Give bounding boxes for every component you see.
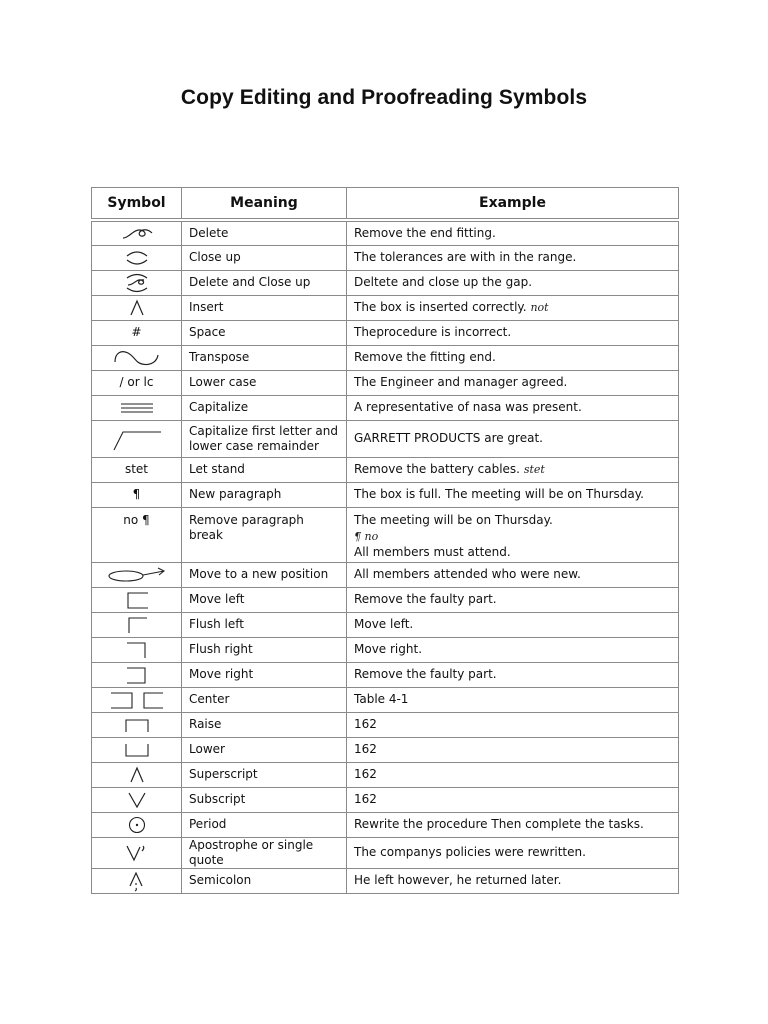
page-title: Copy Editing and Proofreading Symbols [180, 86, 588, 109]
symbol-cell [92, 787, 182, 812]
meaning-cell: Transpose [182, 345, 347, 370]
stet-annotation: stet [523, 463, 545, 476]
table-row [92, 320, 679, 345]
close-up-mark-icon [122, 248, 152, 268]
symbol-cell [92, 220, 182, 245]
delete-mark-icon [119, 224, 155, 242]
symbol-cell [92, 295, 182, 320]
meaning-cell [182, 420, 347, 457]
symbol-cell [92, 420, 182, 457]
meaning-cell: Delete and Close up [182, 270, 347, 295]
move-arrow-icon [106, 566, 168, 584]
table-row [92, 737, 679, 762]
example-cell: 162 [347, 737, 679, 762]
space-symbol: # [131, 325, 142, 339]
table-row [92, 687, 679, 712]
symbol-cell [92, 712, 182, 737]
symbol-cell [92, 370, 182, 395]
example-cell: 162 [347, 712, 679, 737]
table-row [92, 837, 679, 868]
meaning-cell: Superscript [182, 762, 347, 787]
meaning-cell: Subscript [182, 787, 347, 812]
meaning-cell: Capitalize [182, 395, 347, 420]
meaning-cell: Lower case [182, 370, 347, 395]
raise-bracket-icon [123, 716, 151, 734]
example-cell: The tolerances are with in the range. [347, 245, 679, 270]
symbol-cell [92, 612, 182, 637]
meaning-line: lower case remainder [189, 438, 319, 453]
meaning-cell: Close up [182, 245, 347, 270]
lower-case-symbol: / or lc [119, 375, 154, 389]
apostrophe-caret-icon [124, 843, 150, 863]
flush-left-bracket-icon [125, 615, 149, 635]
example-cell: Remove the faulty part. [347, 662, 679, 687]
table-row [92, 868, 679, 893]
meaning-cell: Delete [182, 220, 347, 245]
column-header-meaning: Meaning [182, 188, 347, 221]
symbol-cell [92, 687, 182, 712]
symbol-cell [92, 345, 182, 370]
symbol-cell [92, 245, 182, 270]
meaning-cell: Move left [182, 587, 347, 612]
flush-right-bracket-icon [125, 640, 149, 660]
example-cell: Table 4-1 [347, 687, 679, 712]
table-row [92, 345, 679, 370]
example-line: The meeting will be on Thursday. [354, 512, 553, 527]
table-row [92, 295, 679, 320]
example-cell: Remove the end fitting. [347, 220, 679, 245]
example-line: All members must attend. [354, 544, 511, 559]
table-row [92, 637, 679, 662]
example-cell: The companys policies were rewritten. [347, 837, 679, 868]
meaning-line: Capitalize first letter and [189, 423, 339, 438]
subscript-caret-icon [126, 790, 148, 810]
caret-insert-icon [127, 298, 147, 318]
column-header-symbol: Symbol [92, 188, 182, 221]
example-cell: 162 [347, 762, 679, 787]
example-cell: The box is full. The meeting will be on Thursday. [347, 482, 679, 507]
example-cell: Move left. [347, 612, 679, 637]
triple-underline-icon [119, 401, 155, 415]
move-left-bracket-icon [124, 590, 150, 610]
table-row [92, 812, 679, 837]
table-row [92, 612, 679, 637]
center-brackets-icon [108, 690, 166, 710]
symbol-cell [92, 320, 182, 345]
example-cell: A representative of nasa was present. [347, 395, 679, 420]
column-header-example: Example [347, 188, 679, 221]
superscript-caret-icon [127, 765, 147, 785]
meaning-cell: Move right [182, 662, 347, 687]
example-cell: Move right. [347, 637, 679, 662]
symbol-cell [92, 587, 182, 612]
meaning-cell: Period [182, 812, 347, 837]
table-row [92, 420, 679, 457]
semicolon-caret-icon [126, 870, 148, 892]
table-row [92, 712, 679, 737]
meaning-cell: Flush left [182, 612, 347, 637]
proofreading-symbols-table [91, 187, 679, 894]
delete-close-up-mark-icon [122, 272, 152, 294]
table-row [92, 562, 679, 587]
meaning-cell: Semicolon [182, 868, 347, 893]
symbol-cell [92, 662, 182, 687]
table-row [92, 395, 679, 420]
meaning-cell: Let stand [182, 457, 347, 482]
meaning-cell: Insert [182, 295, 347, 320]
example-cell: Remove the faulty part. [347, 587, 679, 612]
example-text: The box is inserted correctly. [354, 300, 527, 314]
cap-first-letter-mark-icon [111, 426, 163, 452]
example-cell: Deltete and close up the gap. [347, 270, 679, 295]
table-row [92, 662, 679, 687]
table-header-row [92, 188, 679, 221]
meaning-cell: Apostrophe or single quote [182, 837, 347, 868]
table-row [92, 762, 679, 787]
move-right-bracket-icon [125, 665, 149, 685]
table-row [92, 587, 679, 612]
example-cell: All members attended who were new. [347, 562, 679, 587]
paragraph-symbol: ¶ [132, 487, 141, 501]
stet-symbol: stet [124, 462, 149, 476]
table-row [92, 245, 679, 270]
symbol-cell [92, 837, 182, 868]
table-row [92, 370, 679, 395]
table-row [92, 507, 679, 562]
meaning-cell: Raise [182, 712, 347, 737]
meaning-cell: Space [182, 320, 347, 345]
meaning-cell: Flush right [182, 637, 347, 662]
example-cell [347, 457, 679, 482]
symbol-cell [92, 762, 182, 787]
symbol-cell [92, 507, 182, 562]
symbol-cell [92, 562, 182, 587]
meaning-cell: Lower [182, 737, 347, 762]
insert-annotation: not [530, 301, 549, 314]
symbol-cell [92, 868, 182, 893]
table-row [92, 220, 679, 245]
symbol-cell [92, 637, 182, 662]
example-cell: Remove the fitting end. [347, 345, 679, 370]
meaning-cell: Center [182, 687, 347, 712]
meaning-cell: Remove paragraph break [182, 507, 347, 562]
table-row [92, 482, 679, 507]
meaning-cell: New paragraph [182, 482, 347, 507]
no-paragraph-symbol: no ¶ [123, 512, 150, 527]
example-text: Remove the battery cables. [354, 462, 520, 476]
table-row [92, 787, 679, 812]
symbol-cell [92, 457, 182, 482]
example-cell [347, 507, 679, 562]
example-cell: Theprocedure is incorrect. [347, 320, 679, 345]
lower-bracket-icon [123, 741, 151, 759]
transpose-mark-icon [112, 347, 162, 369]
example-cell [347, 295, 679, 320]
symbol-cell [92, 270, 182, 295]
example-cell: GARRETT PRODUCTS are great. [347, 420, 679, 457]
symbol-cell [92, 812, 182, 837]
symbol-cell [92, 737, 182, 762]
no-paragraph-annotation: ¶ no [354, 529, 379, 543]
symbol-cell [92, 395, 182, 420]
table-row [92, 270, 679, 295]
symbol-cell [92, 482, 182, 507]
table-row [92, 457, 679, 482]
example-cell: Rewrite the procedure Then complete the tasks. [347, 812, 679, 837]
example-cell: 162 [347, 787, 679, 812]
example-cell: The Engineer and manager agreed. [347, 370, 679, 395]
meaning-cell: Move to a new position [182, 562, 347, 587]
period-circle-icon [127, 815, 147, 835]
example-cell: He left however, he returned later. [347, 868, 679, 893]
